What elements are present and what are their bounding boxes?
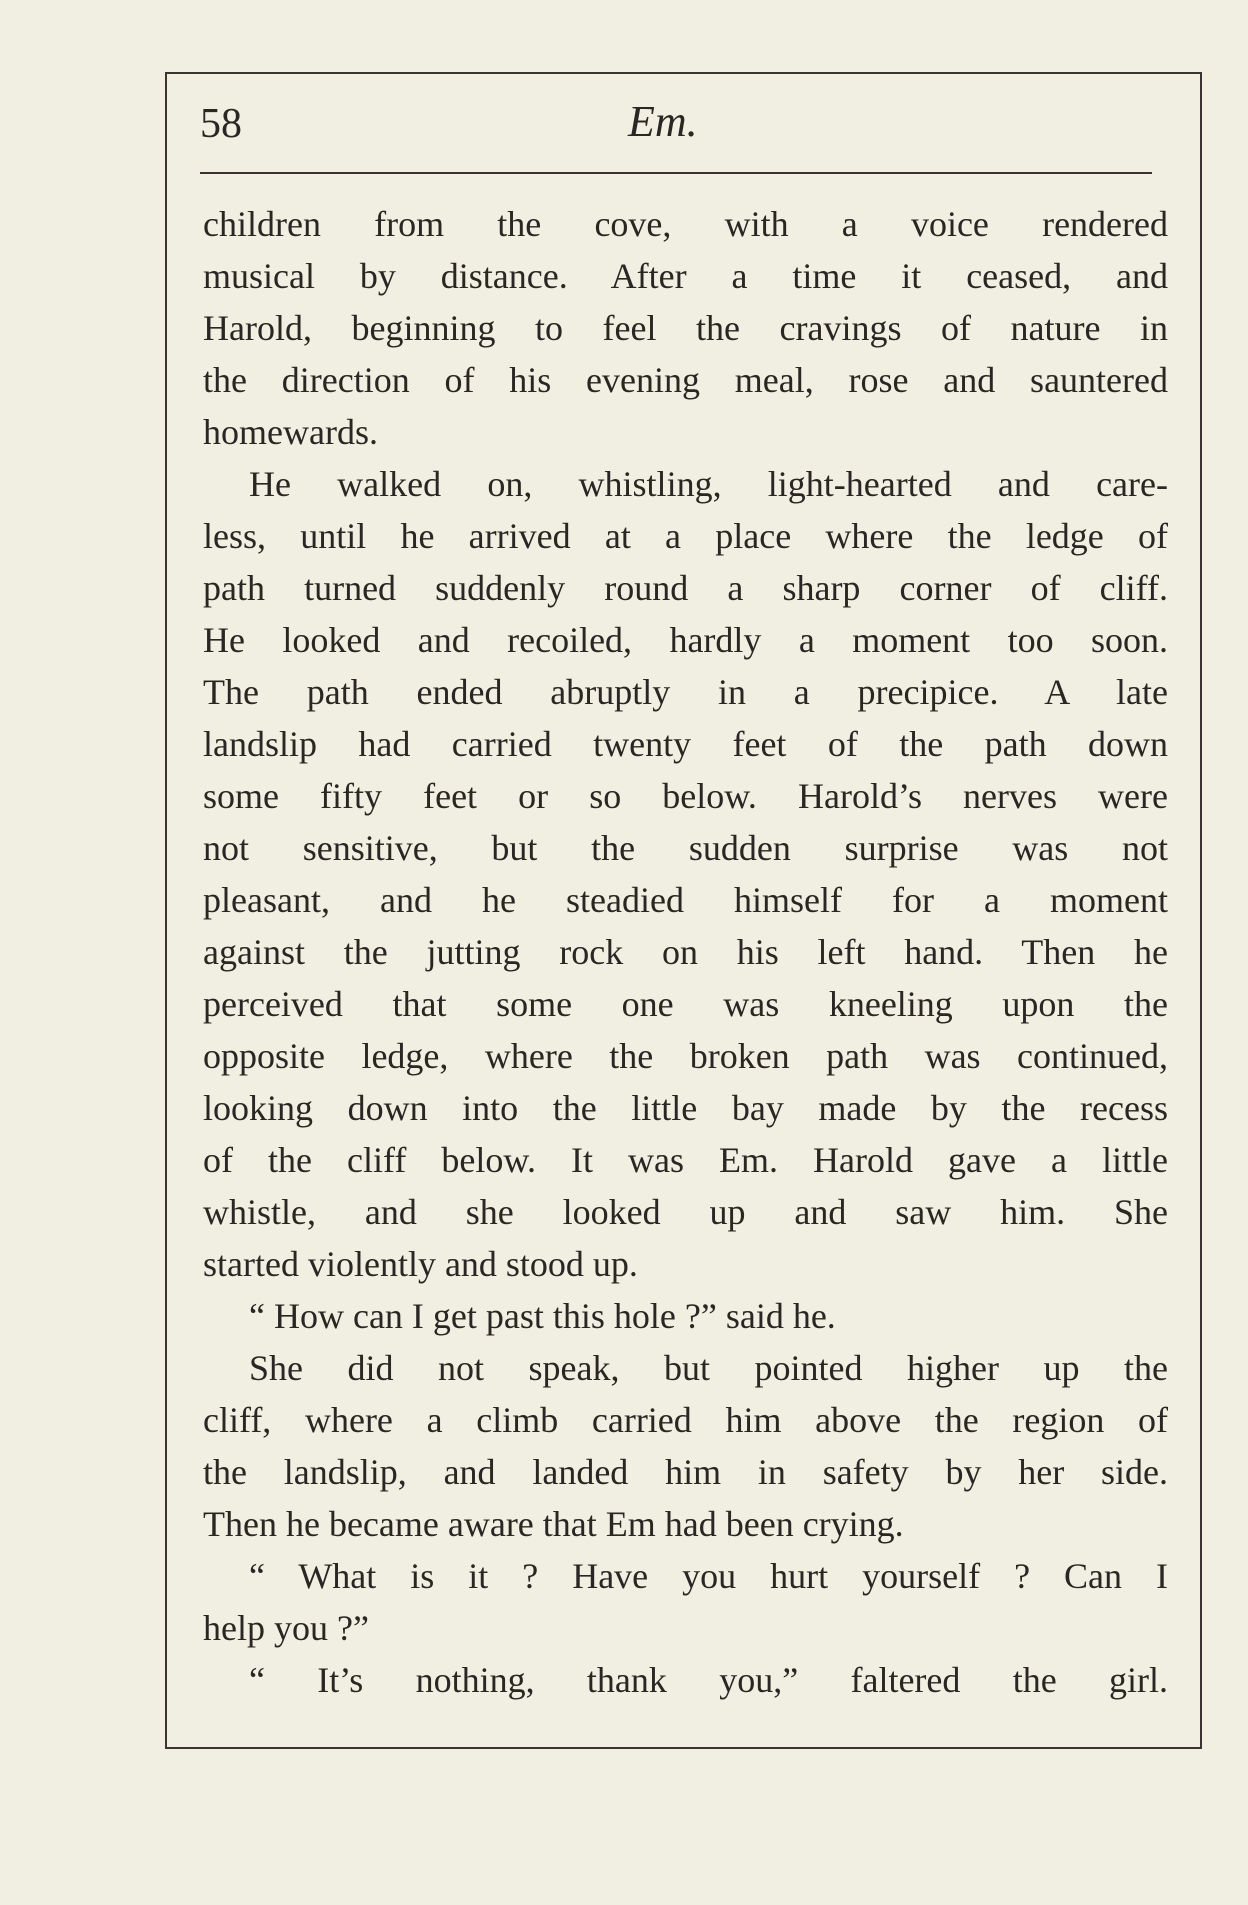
text-line: Harold, beginning to feel the cravings of nature in (203, 308, 1168, 348)
page-number: 58 (200, 101, 242, 147)
text-line: not sensitive, but the sudden surprise was not (203, 828, 1168, 868)
text-line: whistle, and she looked up and saw him. She (203, 1192, 1168, 1232)
text-line: children from the cove, with a voice rendered (203, 204, 1168, 244)
text-line: He walked on, whistling, light-hearted and care- (249, 464, 1168, 504)
text-line: landslip had carried twenty feet of the path down (203, 724, 1168, 764)
running-title: Em. (628, 97, 698, 146)
text-line: looking down into the little bay made by the recess (203, 1088, 1168, 1128)
text-line: the landslip, and landed him in safety by her side. (203, 1452, 1168, 1492)
text-line: less, until he arrived at a place where the ledge of (203, 516, 1168, 556)
text-line: He looked and recoiled, hardly a moment too soon. (203, 620, 1168, 660)
text-line: started violently and stood up. (203, 1244, 638, 1284)
text-line: opposite ledge, where the broken path was continued, (203, 1036, 1168, 1076)
text-line: “ How can I get past this hole ?” said he. (249, 1296, 836, 1336)
text-line: She did not speak, but pointed higher up the (249, 1348, 1168, 1388)
text-line: Then he became aware that Em had been crying. (203, 1504, 904, 1544)
text-line: homewards. (203, 412, 378, 452)
text-line: musical by distance. After a time it ceased, and (203, 256, 1168, 296)
header-rule (200, 172, 1152, 174)
text-line: help you ?” (203, 1608, 369, 1648)
text-line: “ What is it ? Have you hurt yourself ? Can I (249, 1556, 1168, 1596)
text-line: perceived that some one was kneeling upon the (203, 984, 1168, 1024)
text-line: against the jutting rock on his left hand. Then he (203, 932, 1168, 972)
text-line: some fifty feet or so below. Harold’s nerves were (203, 776, 1168, 816)
text-line: path turned suddenly round a sharp corner of cliff. (203, 568, 1168, 608)
text-line: the direction of his evening meal, rose and sauntered (203, 360, 1168, 400)
text-line: pleasant, and he steadied himself for a moment (203, 880, 1168, 920)
text-line: “ It’s nothing, thank you,” faltered the girl. (249, 1660, 1168, 1700)
text-line: The path ended abruptly in a precipice. A late (203, 672, 1168, 712)
text-line: of the cliff below. It was Em. Harold gave a little (203, 1140, 1168, 1180)
text-line: cliff, where a climb carried him above the region of (203, 1400, 1168, 1440)
body-text (203, 198, 1168, 1706)
